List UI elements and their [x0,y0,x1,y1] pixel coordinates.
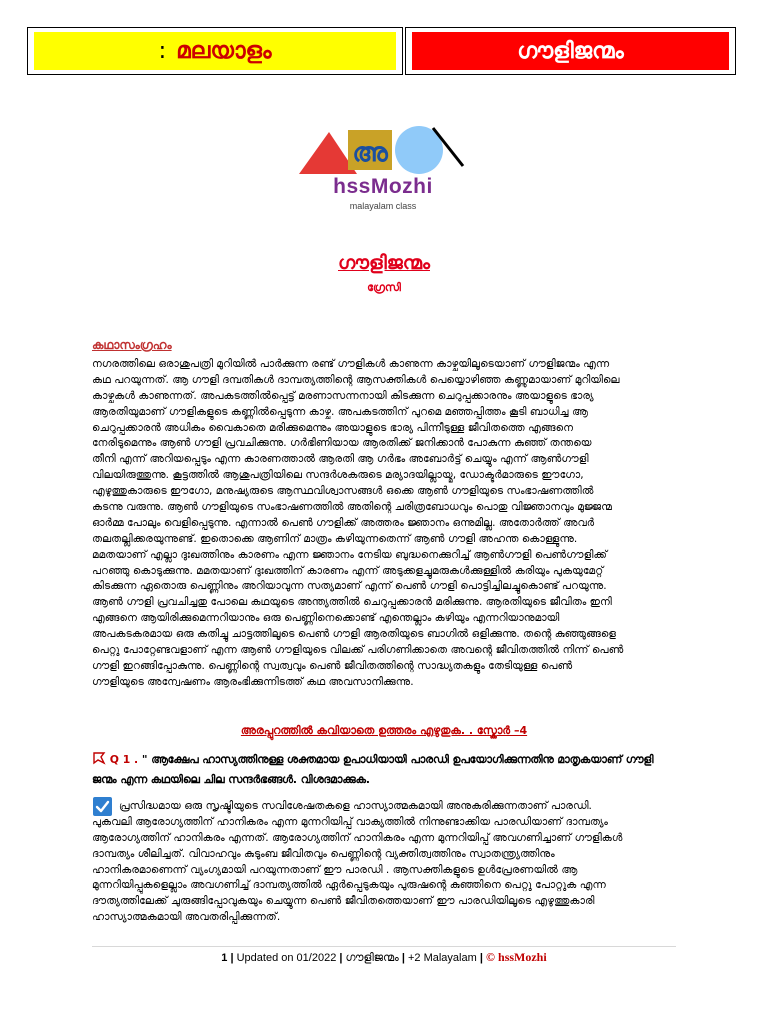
answer-line: മുന്നറിയിപ്പുകളെല്ലാം അവഗണിച്ച് ദാമ്പത്യത്തിൽ ഏർപ്പെടുകയും പുരുഷന്റെ കുഞ്ഞിനെ പെറ്റു പോറ്റുക എന്ന [92,879,606,892]
summary-heading: കഥാസംഗ്രഹം [92,338,172,352]
summary-line: കഥ പറയുന്നത്. ആ ഗൗളി ദമ്പതികൾ ദാമ്പത്യത്തിന്റെ ആസക്തികൾ പെയ്യൊഴിഞ്ഞ കണ്ണുമായാണ് മുറിയിലെ [92,373,620,386]
summary-line: മമതയാണ് എല്ലാ ദുഃഖത്തിനും കാരണം എന്ന ജ്ഞാനം നേടിയ ബുദ്ധനെക്കുറിച്ച് ആൺഗൗളി പെൺഗൗളിക്ക് [92,548,608,561]
answer-line: ആരോഗ്യത്തിന് ഹാനികരം എന്നത്. ആരോഗ്യത്തിന് ഹാനികരം എന്ന മുന്നറിയിപ്പ് അവഗണിച്ചാണ് ഗൗളികൾ [92,831,623,844]
summary-line: പറഞ്ഞു കൊടുക്കുന്നു. മമതയാണ് ദുഃഖത്തിന് കാരണം എന്ന് അടുക്കളച്ചുമരുകൾക്കുള്ളിൽ കരിയും പുകയുമേറ്റ് [92,564,604,577]
summary-line: ആൺ ഗൗളി പ്രവചിച്ചതു പോലെ കഥയുടെ അന്ത്യത്തിൽ ചെറുപ്പക്കാരൻ മരിക്കുന്നു. ആരതിയുടെ ജീവിതം ഇനി [92,596,612,609]
header-colon: : [158,38,167,64]
header-subject-fill [34,32,396,70]
document-author: ഗ്രേസി [367,281,401,294]
summary-line: കാഴ്ചകൾ കാണുന്നത്. അപകടത്തിൽപ്പെട്ട് മരണാസന്നനായി കിടക്കുന്ന ചെറുപ്പക്കാരനും അയാളുടെ ഭാര്യ [92,389,594,402]
answer-line: ദൗത്യത്തിലേക്ക് ചുരുങ്ങിപ്പോവുകയും ചെയ്യുന്ന പെൺ ജീവിതത്തെയാണ് ഈ പാരഡിയിലൂടെ എഴുത്തുകാരി [92,895,595,908]
logo-name: hssMozhi [333,175,433,198]
footer-divider [92,946,676,947]
answer-line: ഹാസ്യാത്മകമായി അവതരിപ്പിക്കുന്നത്. [92,911,281,924]
page-footer: 1 | Updated on 01/2022 | ഗൗളിജന്മം | +2 Malayalam | © hssMozhi [221,950,547,964]
summary-line: ഗൗളിയുടെ അന്വേഷണം ആരംഭിക്കുന്നിടത്ത് കഥ അവസാനിക്കുന്നു. [92,675,414,688]
hssmozhi-logo [295,90,475,240]
question-line [92,751,692,771]
summary-paragraph [92,357,690,691]
summary-line: ആരതിയുമാണ് ഗൗളികളുടെ കണ്ണിൽപ്പെടുന്ന കാഴ്ച. അപകടത്തിന് പുറമെ മഞ്ഞപ്പിത്തം കൂടി ബാധിച്ച ആ [92,405,589,418]
summary-line: തലതല്ലിക്കരയുന്നുണ്ട്. ഇതൊക്കെ ആണിന് മാത്രം കഴിയുന്നതെന്ന് ആൺ ഗൗളി അഹന്ത കൊള്ളുന്നു. [92,532,578,545]
header-subject [158,38,271,64]
question-text: " ആക്ഷേപ ഹാസ്യത്തിനുള്ള ശക്തമായ ഉപാധിയായി പാരഡി ഉപയോഗിക്കുന്നതിനു മാതൃകയാണ് ഗൗളി [141,753,654,766]
summary-line: എങ്ങനെ ആയിരിക്കുമെന്നറിയാനും ഒരു പെണ്ണിനെക്കൊണ്ട് എന്തെല്ലാം കഴിയും എന്നറിയാനുമായി [92,612,560,625]
logo-shapes [295,90,475,180]
footer-page-number: 1 [221,952,228,964]
summary-line: പെറ്റു പോറ്റേണ്ടവളാണ് എന്ന ആൺ ഗൗളിയുടെ വിലക്ക് പരിഗണിക്കാതെ അവന്റെ ജീവിതത്തിൽ നിന്ന് പെൺ [92,644,624,657]
header-lesson-fill [412,32,729,70]
summary-line: കിടക്കുന്ന ഏതൊരു പെണ്ണിനും അറിയാവുന്ന സത്യമാണ് എന്ന് പെൺ ഗൗളി പൊട്ടിച്ചിലച്ചുകൊണ്ട് പറയുന്നു. [92,580,607,593]
answer-line: ഹാനികരമാണെന്ന് വ്യംഗ്യമായി പറയുന്നതാണ് ഈ പാരഡി . ആസക്തികളുടെ ഉൾപ്രേരണയിൽ ആ [92,863,578,876]
summary-line: ഗൗളി ഇറങ്ങിപ്പോകുന്നു. പെണ്ണിന്റെ സ്വത്വവും പെൺ ജീവിതത്തിന്റെ സാദ്ധ്യതകളും തേടിയുള്ള പെൺ [92,659,573,672]
summary-line: തീനി എന്ന് അറിയപ്പെടും എന്ന കാരണത്താൽ ആരതി ആ ഗർഭം അബോർട്ട് ചെയ്യും എന്ന് ആൺഗൗളി [92,453,589,466]
answer-line: പുകവലി ആരോഗ്യത്തിന് ഹാനികരം എന്ന മുന്നറിയിപ്പ് വാക്യത്തിൽ നിന്നുണ്ടാക്കിയ പാരഡിയാണ് ദാമ്പത്യം [92,815,608,828]
header-lesson-box [405,27,736,75]
bullet-icon [92,751,106,769]
footer-copyright: © [485,950,495,964]
question-block [92,751,692,791]
summary-line: ചെറുപ്പക്കാരൻ അധികം വൈകാതെ മരിക്കുമെന്നും അയാളുടെ ഭാര്യ പിന്നീടുള്ള ജീവിതത്തെ എങ്ങനെ [92,421,574,434]
question-label: Q 1 . [109,753,139,766]
header-lesson: ഗൗളിജന്മം [517,38,624,64]
summary-line: എഴുത്തുകാരുടെ ഈഗോ, മനുഷ്യരുടെ ആസ്ഥവിശ്വാസങ്ങൾ ഒക്കെ ആൺ ഗൗളിയുടെ സംഭാഷണത്തിൽ [92,485,594,498]
footer-lesson: ഗൗളിജന്മം [345,952,399,964]
answer-paragraph [92,799,692,926]
summary-line: നഗരത്തിലെ ഒരാശുപത്രി മുറിയിൽ പാർക്കുന്ന രണ്ട് ഗൗളികൾ കാണുന്ന കാഴ്ചയിലൂടെയാണ് ഗൗളിജന്മം എന്ന [92,358,610,370]
summary-line: ഓർമ്മ പോലും വെളിപ്പെടുന്നു. എന്നാൽ പെൺ ഗൗളിക്ക് അത്തരം ജ്ഞാനം ഒന്നുമില്ല. അതോർത്ത് അവർ [92,516,595,529]
summary-line: അപകടകരമായ ഒരു കതിച്ചു ചാട്ടത്തിലൂടെ പെൺ ഗൗളി ആരതിയുടെ ബാഗിൽ ഒളിക്കുന്നു. തന്റെ കുഞ്ഞുങ്ങളെ [92,628,616,641]
header-subject-box [27,27,403,75]
question-section-heading: അരപ്പുറത്തിൽ കവിയാതെ ഉത്തരം എഴുതുക. . സ്കോർ –4 [240,724,528,737]
footer-course: +2 Malayalam [407,952,477,964]
header-subject-text: മലയാളം [176,38,272,64]
footer-updated: Updated on 01/2022 [236,952,337,964]
answer-line: ദാമ്പത്യം ശീലിച്ചത്. വിവാഹവും കുടുംബ ജീവിതവും പെണ്ണിന്റെ വ്യക്തിത്വത്തിനും സ്വാതന്ത്ര്യത്തിനും [92,847,555,860]
footer-brand: hssMozhi [498,950,547,964]
answer-line: പ്രസിദ്ധമായ ഒരു സൃഷ്ടിയുടെ സവിശേഷതകളെ ഹാസ്യാത്മകമായി അനുകരിക്കുന്നതാണ് പാരഡി. [119,800,592,812]
document-title: ഗൗളിജന്മം [338,252,430,274]
summary-line: കടന്നു വരുന്നു. ആൺ ഗൗളിയുടെ സംഭാഷണത്തിൽ അതിന്റെ ചരിത്രബോധവും പൊതു വിജ്ഞാനവും മുജ്ജന്മ [92,501,612,514]
logo-glyph: അ [352,138,388,168]
question-line: ജന്മം എന്ന കഥയിലെ ചില സന്ദർഭങ്ങൾ. വിശദമാക്കുക. [92,773,370,786]
summary-line: വിലയിരുത്തുന്നു. കൂട്ടത്തിൽ ആശുപത്രിയിലെ സന്ദർശകരുടെ മര്യാദയില്ലായ്മ, ഡോക്ടർമാരുടെ ഈഗോ, [92,469,584,482]
logo-subtitle: malayalam class [349,201,417,211]
summary-line: നേരിടുമെന്നും ആൺ ഗൗളി പ്രവചിക്കുന്നു. ഗർഭിണിയായ ആരതിക്ക് ജനിക്കാൻ പോകുന്ന കുഞ്ഞ് തന്തയെ [92,437,592,450]
